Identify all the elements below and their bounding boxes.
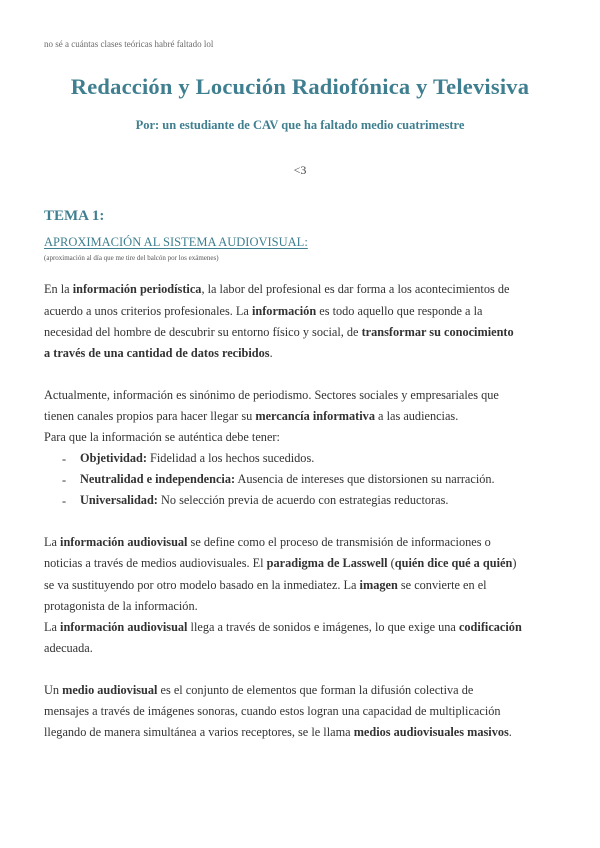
p4-line-2: mensajes a través de imágenes sonoras, cuando estos logran una capacidad de multiplicación <box>44 704 501 718</box>
p3-line-1: La información audiovisual se define como el proceso de transmisión de informaciones o <box>44 535 491 549</box>
p4-line-1: Un medio audiovisual es el conjunto de elementos que forman la difusión colectiva de <box>44 683 474 697</box>
chapter-heading: TEMA 1: <box>44 208 105 224</box>
bullet-dash: - <box>62 473 67 487</box>
p3-line-3: se va sustituyendo por otro modelo basado en la inmediatez. La imagen se convierte en el <box>44 578 487 592</box>
document-subtitle: Por: un estudiante de CAV que ha faltado medio cuatrimestre <box>135 118 465 132</box>
heart-text: <3 <box>293 163 307 177</box>
p2-line-2: tienen canales propios para hacer llegar su mercancía informativa a las audiencias. <box>44 409 459 423</box>
p3-line-2: noticias a través de medios audiovisuales. El paradigma de Lasswell (quién dice qué a quién) <box>44 556 517 570</box>
bullet-dash: - <box>62 452 67 466</box>
p1-line-3: necesidad del hombre de descubrir su entorno físico y social, de transformar su conocimiento <box>44 325 514 339</box>
section-title: APROXIMACIÓN AL SISTEMA AUDIOVISUAL: <box>44 235 308 249</box>
header-note: no sé a cuántas clases teóricas habré faltado lol <box>44 39 214 49</box>
p1-line-1: En la información periodística, la labor del profesional es dar forma a los acontecimientos de <box>44 282 510 296</box>
p1-line-2: acuerdo a unos criterios profesionales. La información es todo aquello que responde a la <box>44 304 483 318</box>
p1-line-4: a través de una cantidad de datos recibidos. <box>44 346 273 360</box>
p3-line-5: La información audiovisual llega a través de sonidos e imágenes, lo que exige una codificación <box>44 620 522 634</box>
p4-line-3: llegando de manera simultánea a varios receptores, se le llama medios audiovisuales masivos. <box>44 725 512 739</box>
list-item: Objetividad: Fidelidad a los hechos sucedidos. <box>80 451 315 465</box>
list-item: Universalidad: No selección previa de acuerdo con estrategias reductoras. <box>80 493 449 507</box>
p3-line-6: adecuada. <box>44 641 93 655</box>
bullet-dash: - <box>62 494 67 508</box>
section-note: (aproximación al día que me tire del balcón por los exámenes) <box>44 254 219 262</box>
document-title: Redacción y Locución Radiofónica y Televisiva <box>70 74 530 99</box>
list-item: Neutralidad e independencia: Ausencia de intereses que distorsionen su narración. <box>80 472 495 486</box>
p2-line-1: Actualmente, información es sinónimo de periodismo. Sectores sociales y empresariales que <box>44 388 499 402</box>
p3-line-4: protagonista de la información. <box>44 599 198 613</box>
p2-line-3: Para que la información se auténtica debe tener: <box>44 430 280 444</box>
